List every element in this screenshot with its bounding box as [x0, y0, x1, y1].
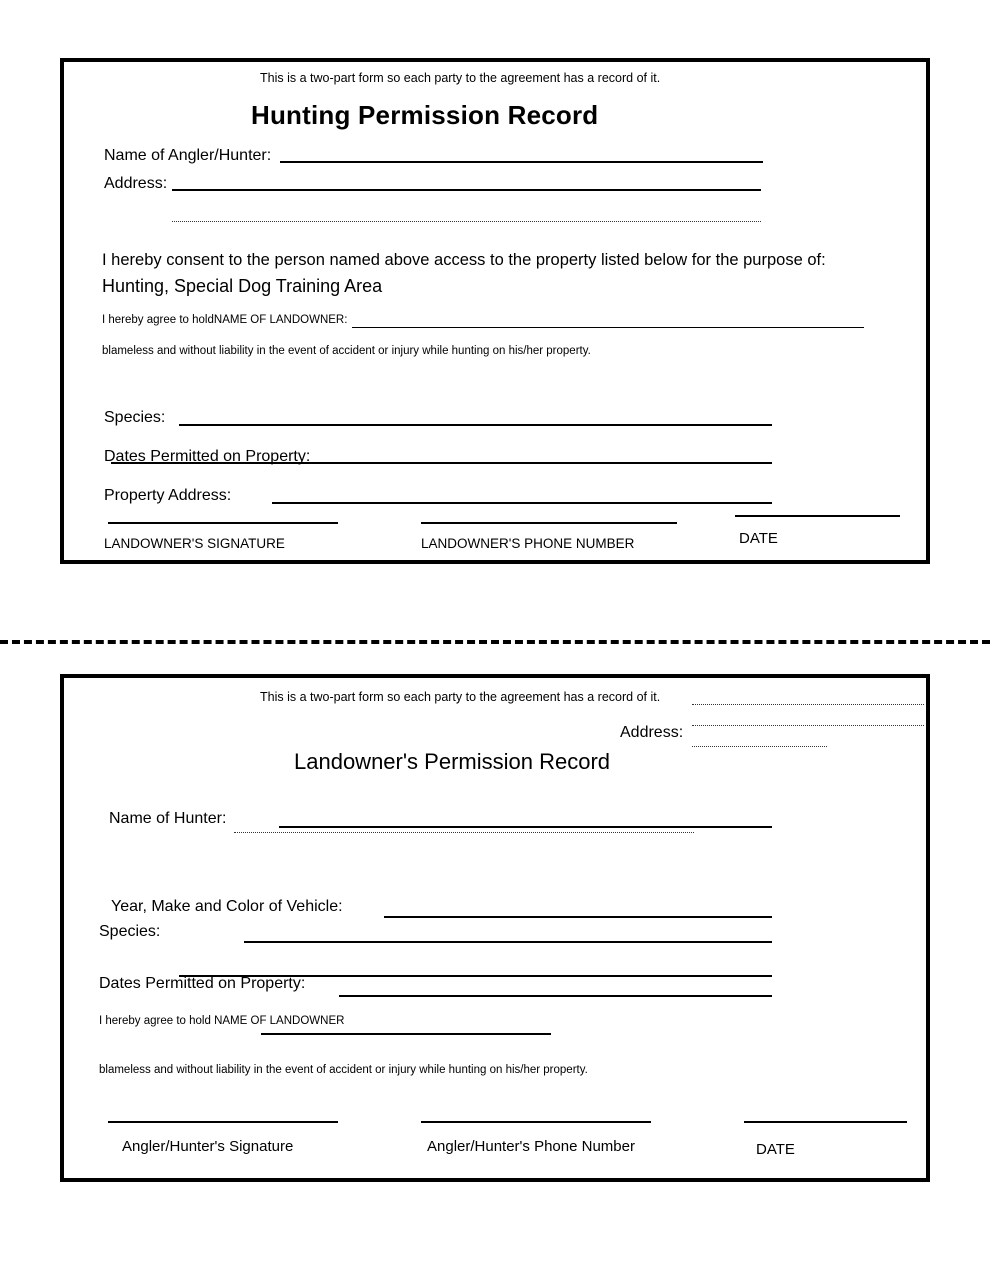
name-of-hunter-label: Name of Hunter: [109, 810, 227, 827]
name-of-angler-hunter-input-line[interactable] [280, 161, 763, 163]
landowner-date-label: DATE [739, 530, 778, 547]
address-input-line-2[interactable] [172, 221, 761, 222]
form-two-note: This is a two-part form so each party to the agreement has a record of it. [260, 690, 661, 704]
form-one-title: Hunting Permission Record [251, 100, 599, 130]
form-two-species-label: Species: [99, 923, 161, 940]
landowner-phone-label: LANDOWNER'S PHONE NUMBER [421, 536, 635, 551]
form-two-dates-permitted-label: Dates Permitted on Property: [99, 975, 306, 992]
hunter-date-label: DATE [756, 1141, 795, 1158]
hunter-signature-label: Angler/Hunter's Signature [122, 1138, 294, 1155]
consent-purpose-line: Hunting, Special Dog Training Area [102, 276, 383, 296]
form-two-address-line-3[interactable] [692, 746, 827, 747]
address-input-line-1[interactable] [172, 189, 761, 191]
hold-harmless-prefix: I hereby agree to holdNAME OF LANDOWNER: [102, 314, 348, 326]
form-two-species-input-line[interactable] [244, 941, 772, 943]
name-of-hunter-input-line-secondary[interactable] [234, 832, 694, 833]
species-label: Species: [104, 409, 166, 426]
dates-permitted-input-line[interactable] [111, 462, 772, 464]
form-two-landowner-name-input-line[interactable] [261, 1033, 551, 1035]
hunter-date-line[interactable] [744, 1121, 907, 1123]
vehicle-label: Year, Make and Color of Vehicle: [111, 898, 343, 915]
form-two-address-line-2[interactable] [692, 725, 924, 726]
name-of-hunter-input-line[interactable] [279, 826, 772, 828]
property-address-input-line[interactable] [272, 502, 772, 504]
form-two-dates-permitted-input-line[interactable] [339, 995, 772, 997]
address-label: Address: [104, 175, 168, 192]
form-two-title: Landowner's Permission Record [294, 749, 611, 774]
hunter-signature-line[interactable] [108, 1121, 338, 1123]
landowner-name-input-line[interactable] [352, 327, 864, 328]
hold-harmless-suffix: blameless and without liability in the event of accident or injury while hunting on his/her property. [102, 345, 591, 357]
form-two-address-label: Address: [620, 724, 684, 741]
landowner-permission-record-form [60, 674, 930, 1182]
hunting-permission-record-form [60, 58, 930, 564]
vehicle-input-line[interactable] [384, 916, 772, 918]
property-address-label: Property Address: [104, 487, 232, 504]
landowner-phone-line[interactable] [421, 522, 677, 524]
form-two-address-line-1[interactable] [692, 704, 924, 705]
landowner-signature-label: LANDOWNER'S SIGNATURE [104, 536, 285, 551]
hunter-phone-line[interactable] [421, 1121, 651, 1123]
species-input-line[interactable] [179, 424, 772, 426]
hunter-phone-label: Angler/Hunter's Phone Number [427, 1138, 635, 1155]
name-of-angler-hunter-label: Name of Angler/Hunter: [104, 147, 272, 164]
landowner-date-line[interactable] [735, 515, 900, 517]
landowner-signature-line[interactable] [108, 522, 338, 524]
dates-permitted-label: Dates Permitted on Property: [104, 448, 311, 465]
form-one-note: This is a two-part form so each party to the agreement has a record of it. [260, 71, 661, 85]
form-two-hold-harmless-suffix: blameless and without liability in the event of accident or injury while hunting on his/her property. [99, 1064, 588, 1076]
form-two-hold-harmless-prefix: I hereby agree to hold NAME OF LANDOWNER [99, 1015, 345, 1027]
consent-statement-line-1: I hereby consent to the person named above access to the property listed below for the purpose of: [102, 251, 826, 269]
tear-off-separator [0, 640, 990, 644]
